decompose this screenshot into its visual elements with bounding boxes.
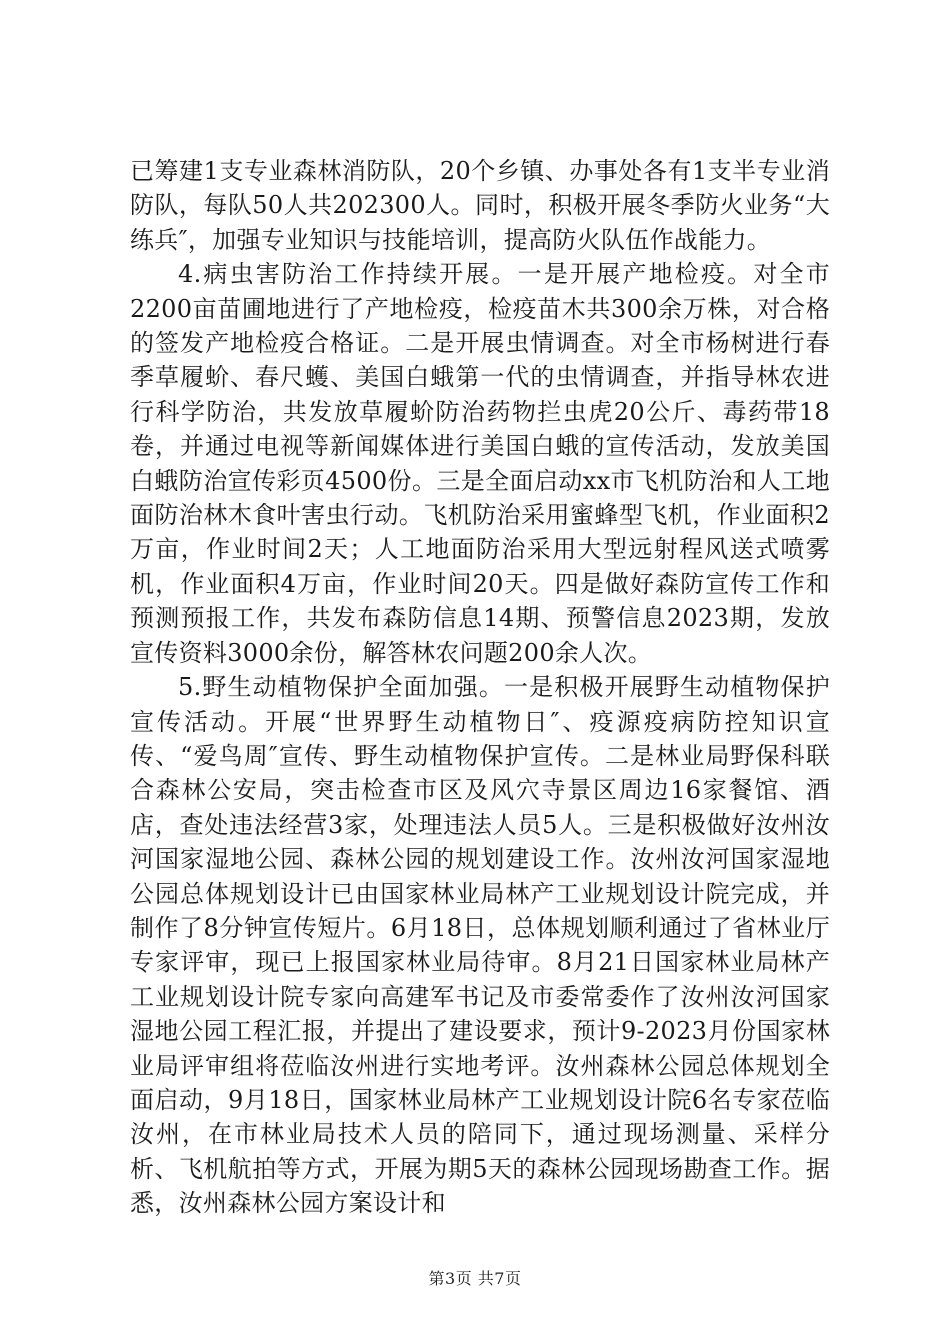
page-footer: 第3页 共7页 [428, 1269, 522, 1288]
paragraph-wildlife-protection: 5.野生动植物保护全面加强。一是积极开展野生动植物保护宣传活动。开展“世界野生动植物日″、疫源疫病防控知识宣传、“爱鸟周″宣传、野生动植物保护宣传。二是林业局野保科联合森林公安局，突击检查市区及风穴寺景区周边16家餐馆、酒店，查处违法经营3家，处理违法人员5人。三是积极做好汝州汝河国家湿地公园、森林公园的规划建设工作。汝州汝河国家湿地公园总体规划设计已由国家林业局林产工业规划设计院完成，并制作了8分钟宣传短片。6月18日，总体规划顺利通过了省林业厅专家评审，现已上报国家林业局待审。8月21日国家林业局林产工业规划设计院专家向高建军书记及市委常委作了汝州汝河国家湿地公园工程汇报，并提出了建设要求，预计9-2023月份国家林业局评审组将莅临汝州进行实地考评。汝州森林公园总体规划全面启动，9月18日，国家林业局林产工业规划设计院6名专家莅临汝州，在市林业局技术人员的陪同下，通过现场测量、采样分析、飞机航拍等方式，开展为期5天的森林公园现场勘查工作。据悉，汝州森林公园方案设计和 [130, 673, 830, 1218]
paragraph-continuation: 已筹建1支专业森林消防队，20个乡镇、办事处各有1支半专业消防队，每队50人共202300人。同时，积极开展冬季防火业务“大练兵″，加强专业知识与技能培训，提高防火队伍作战能力。 [130, 157, 830, 254]
paragraph-pest-control: 4.病虫害防治工作持续开展。一是开展产地检疫。对全市2200亩苗圃地进行了产地检疫，检疫苗木共300余万株，对合格的签发产地检疫合格证。二是开展虫情调查。对全市杨树进行春季草履蚧、春尺蠖、美国白蛾第一代的虫情调查，并指导林农进行科学防治，共发放草履蚧防治药物拦虫虎20公斤、毒药带18卷，并通过电视等新闻媒体进行美国白蛾的宣传活动，发放美国白蛾防治宣传彩页4500份。三是全面启动xx市飞机防治和人工地面防治林木食叶害虫行动。飞机防治采用蜜蜂型飞机，作业面积2万亩，作业时间2天；人工地面防治采用大型远射程风送式喷雾机，作业面积4万亩，作业时间20天。四是做好森防宣传工作和预测预报工作，共发布森防信息14期、预警信息2023期，发放宣传资料3000余份，解答林农问题200余人次。 [130, 260, 830, 667]
document-body [130, 154, 830, 1221]
